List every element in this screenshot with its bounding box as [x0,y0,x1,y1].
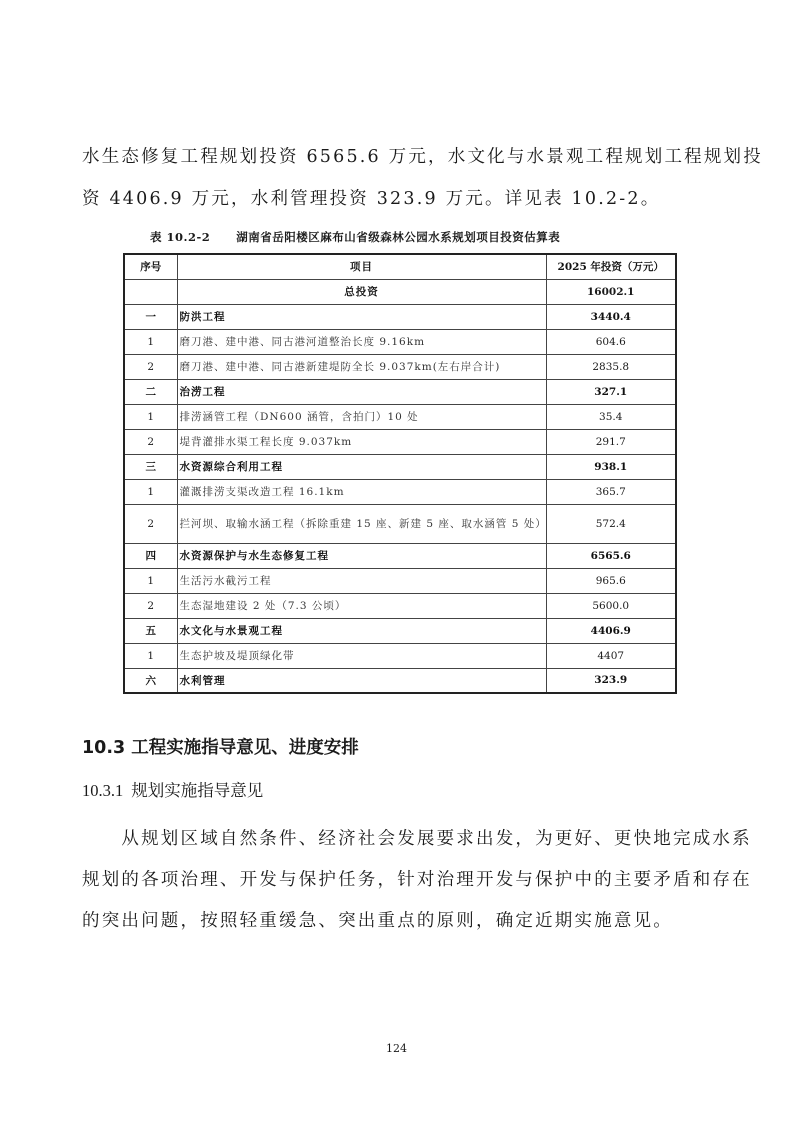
header-investment: 2025 年投资（万元） [546,254,676,279]
subsection-title: 规划实施指导意见 [131,781,264,800]
row-number: 二 [124,379,177,404]
row-name: 排涝涵管工程（DN600 涵管，含拍门）10 处 [177,404,546,429]
category-row [124,379,676,404]
row-name: 水文化与水景观工程 [177,618,546,643]
table-caption-number: 表 10.2-2 [150,230,211,244]
row-name: 水资源保护与水生态修复工程 [177,543,546,568]
row-number: 2 [124,504,177,543]
row-number: 2 [124,354,177,379]
row-number: 三 [124,454,177,479]
row-value: 604.6 [546,329,676,354]
row-name: 拦河坝、取输水涵工程（拆除重建 15 座、新建 5 座、取水涵管 5 处） [177,504,546,543]
row-value: 938.1 [546,454,676,479]
category-row [124,454,676,479]
subsection-number: 10.3.1 [82,781,124,800]
item-row [124,643,676,668]
row-value: 4406.9 [546,618,676,643]
row-number: 2 [124,429,177,454]
row-value: 365.7 [546,479,676,504]
total-value: 16002.1 [546,279,676,304]
header-item: 项目 [177,254,546,279]
item-row [124,504,676,543]
page-number: 124 [386,1042,407,1055]
row-name: 灌溉排涝支渠改造工程 16.1km [177,479,546,504]
row-name: 生活污水截污工程 [177,568,546,593]
category-row [124,618,676,643]
row-name: 生态护坡及堤顶绿化带 [177,643,546,668]
row-value: 291.7 [546,429,676,454]
item-row [124,593,676,618]
table-caption-title: 湖南省岳阳楼区麻布山省级森林公园水系规划项目投资估算表 [236,230,561,244]
section-heading: 10.3 工程实施指导意见、进度安排 [82,738,359,758]
row-number: 1 [124,643,177,668]
category-row [124,543,676,568]
category-row [124,304,676,329]
item-row [124,429,676,454]
intro-line-1: 水生态修复工程规划投资 6565.6 万元，水文化与水景观工程规划工程规划投 [82,147,763,167]
table-header-row [124,254,676,279]
row-name: 磨刀港、建中港、同古港河道整治长度 9.16km [177,329,546,354]
row-number: 1 [124,568,177,593]
row-name: 治涝工程 [177,379,546,404]
row-value: 4407 [546,643,676,668]
item-row [124,404,676,429]
investment-table [123,253,677,694]
total-label: 总投资 [177,279,546,304]
row-number: 1 [124,479,177,504]
item-row [124,568,676,593]
intro-line-2: 资 4406.9 万元，水利管理投资 323.9 万元。详见表 10.2-2。 [82,189,661,209]
table-caption [150,229,560,245]
body-line-3: 的突出问题，按照轻重缓急、突出重点的原则，确定近期实施意见。 [82,911,673,931]
row-name: 水资源综合利用工程 [177,454,546,479]
row-value: 327.1 [546,379,676,404]
row-number: 2 [124,593,177,618]
row-number: 六 [124,668,177,693]
row-value: 572.4 [546,504,676,543]
body-line-2: 规划的各项治理、开发与保护任务，针对治理开发与保护中的主要矛盾和存在 [82,870,752,890]
row-value: 3440.4 [546,304,676,329]
header-no: 序号 [124,254,177,279]
row-name: 生态湿地建设 2 处（7.3 公顷） [177,593,546,618]
row-name: 磨刀港、建中港、同古港新建堤防全长 9.037km(左右岸合计) [177,354,546,379]
row-number: 五 [124,618,177,643]
total-no [124,279,177,304]
row-name: 水利管理 [177,668,546,693]
row-value: 965.6 [546,568,676,593]
row-value: 323.9 [546,668,676,693]
row-number: 一 [124,304,177,329]
row-name: 防洪工程 [177,304,546,329]
total-row [124,279,676,304]
subsection-heading [82,777,263,801]
row-name: 堤背灌排水渠工程长度 9.037km [177,429,546,454]
row-value: 35.4 [546,404,676,429]
row-value: 5600.0 [546,593,676,618]
body-line-1: 从规划区域自然条件、经济社会发展要求出发，为更好、更快地完成水系 [82,829,752,849]
row-value: 2835.8 [546,354,676,379]
row-value: 6565.6 [546,543,676,568]
item-row [124,479,676,504]
item-row [124,329,676,354]
row-number: 1 [124,404,177,429]
row-number: 1 [124,329,177,354]
row-number: 四 [124,543,177,568]
item-row [124,354,676,379]
category-row [124,668,676,693]
